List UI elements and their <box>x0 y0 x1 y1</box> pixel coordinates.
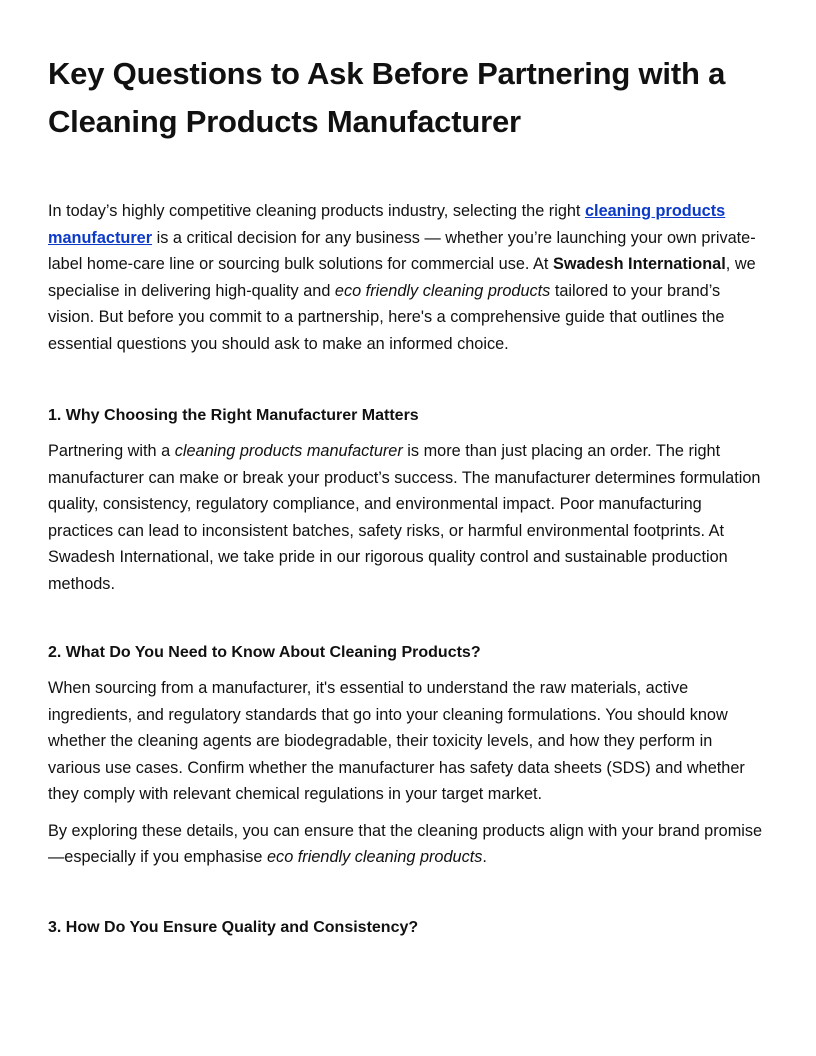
section-1-text-1: Partnering with a <box>48 442 175 460</box>
section-3-heading: 3. How Do You Ensure Quality and Consistency? <box>48 918 419 936</box>
section-1-text-2: is more than just placing an order. The right manufacturer can make or break your product’s success. The manufacturer determines formulation quality, consistency, regulatory compliance, and environmental impact. Poor manufacturing practices can lead to inconsistent batches, safety risks, or harmful environmental footprints. At Swadesh International, we take pride in our rigorous quality control and sustainable production methods. <box>48 442 761 593</box>
section-2-paragraph-2 <box>48 818 768 871</box>
manufacturer-link[interactable]: cleaning products manufacturer <box>48 202 726 247</box>
intro-text-2: is a critical decision for any business — whether you’re launching your own private-label home-care line or sourcing bulk solutions for commercial use. At <box>48 228 756 273</box>
section-1-heading: 1. Why Choosing the Right Manufacturer Matters <box>48 407 419 424</box>
section-2-text-2: . <box>482 848 487 866</box>
company-name: Swadesh International <box>552 255 726 273</box>
intro-text-4: tailored to your brand’s vision. But before you commit to a partnership, here's a comprehensive guide that outlines the essential questions you should ask to make an informed choice. <box>48 281 725 353</box>
intro-text-3: , we specialise in delivering high-quality and <box>48 255 756 300</box>
section-1-paragraph <box>48 438 768 597</box>
section-2-text-1: By exploring these details, you can ensure that the cleaning products align with your brand promise—especially if you emphasise <box>48 821 763 866</box>
section-2-heading: 2. What Do You Need to Know About Cleaning Products? <box>48 644 481 661</box>
section-2-paragraph-1: When sourcing from a manufacturer, it's essential to understand the raw materials, active ingredients, and regulatory standards that go into your cleaning formulations. You should know whether the cleaning agents are biodegradable, their toxicity levels, and how they perform in various use cases. Confirm whether the manufacturer has safety data sheets (SDS) and whether they comply with relevant chemical regulations in your target market. <box>48 679 745 803</box>
intro-text-1: In today’s highly competitive cleaning products industry, selecting the right <box>48 202 585 220</box>
section-1-emphasis: cleaning products manufacturer <box>174 442 403 460</box>
page-title: Key Questions to Ask Before Partnering with a Cleaning Products Manufacturer <box>48 56 726 139</box>
intro-emphasis: eco friendly cleaning products <box>334 281 551 300</box>
section-2-emphasis: eco friendly cleaning products <box>267 848 483 866</box>
intro-paragraph <box>48 198 768 357</box>
